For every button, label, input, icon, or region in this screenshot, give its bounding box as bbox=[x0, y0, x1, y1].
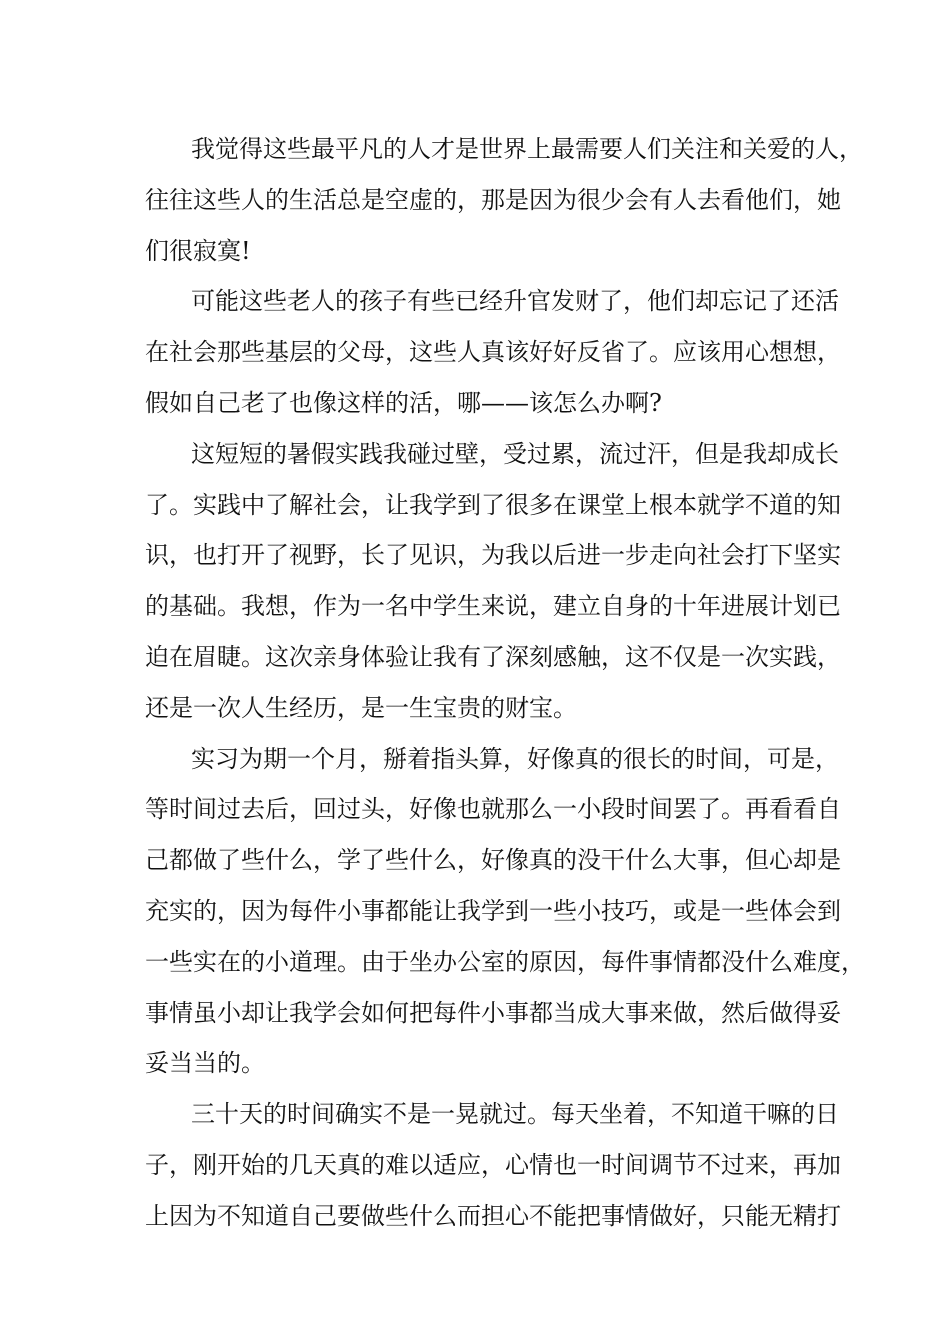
text-line: 往往这些人的生活总是空虚的，那是因为很少会有人去看他们，她 bbox=[145, 185, 841, 214]
text-line: 事情虽小却让我学会如何把每件小事都当成大事来做，然后做得妥 bbox=[145, 998, 841, 1027]
text-line: 可能这些老人的孩子有些已经升官发财了，他们却忘记了还活 bbox=[191, 287, 839, 316]
text-line: 妥当当的。 bbox=[145, 1049, 265, 1078]
text-line: 识，也打开了视野，长了见识，为我以后进一步走向社会打下坚实 bbox=[145, 541, 841, 570]
paragraph bbox=[145, 276, 841, 428]
text-line: 上因为不知道自己要做些什么而担心不能把事情做好，只能无精打 bbox=[145, 1201, 841, 1230]
text-line: 实习为期一个月，掰着指头算，好像真的很长的时间，可是， bbox=[191, 744, 839, 773]
text-line: 子，刚开始的几天真的难以适应，心情也一时间调节不过来，再加 bbox=[145, 1150, 841, 1179]
text-line: 一些实在的小道理。由于坐办公室的原因，每件事情都没什么难度， bbox=[145, 947, 865, 976]
text-line: 假如自己老了也像这样的活，哪——该怎么办啊? bbox=[145, 388, 662, 417]
paragraph bbox=[145, 429, 841, 734]
text-line: 己都做了些什么，学了些什么，好像真的没干什么大事，但心却是 bbox=[145, 846, 841, 875]
text-line: 的基础。我想，作为一名中学生来说，建立自身的十年进展计划已 bbox=[145, 592, 841, 621]
text-line: 我觉得这些最平凡的人才是世界上最需要人们关注和关爱的人， bbox=[191, 135, 863, 163]
text-line: 在社会那些基层的父母，这些人真该好好反省了。应该用心想想， bbox=[145, 338, 841, 367]
document-body bbox=[145, 124, 865, 1242]
text-line: 三十天的时间确实不是一晃就过。每天坐着，不知道干嘛的日 bbox=[191, 1100, 839, 1129]
text-line: 们很寂寞! bbox=[145, 236, 251, 265]
paragraph bbox=[145, 1089, 841, 1241]
paragraph bbox=[145, 124, 863, 276]
text-line: 还是一次人生经历，是一生宝贵的财宝。 bbox=[145, 693, 577, 722]
text-line: 了。实践中了解社会，让我学到了很多在课堂上根本就学不道的知 bbox=[145, 490, 841, 519]
paragraph bbox=[145, 734, 865, 1090]
text-line: 等时间过去后，回过头，好像也就那么一小段时间罢了。再看看自 bbox=[145, 795, 841, 824]
text-line: 这短短的暑假实践我碰过壁，受过累，流过汗，但是我却成长 bbox=[191, 439, 839, 468]
text-line: 迫在眉睫。这次亲身体验让我有了深刻感触，这不仅是一次实践， bbox=[145, 642, 841, 671]
text-line: 充实的，因为每件小事都能让我学到一些小技巧，或是一些体会到 bbox=[145, 896, 841, 925]
